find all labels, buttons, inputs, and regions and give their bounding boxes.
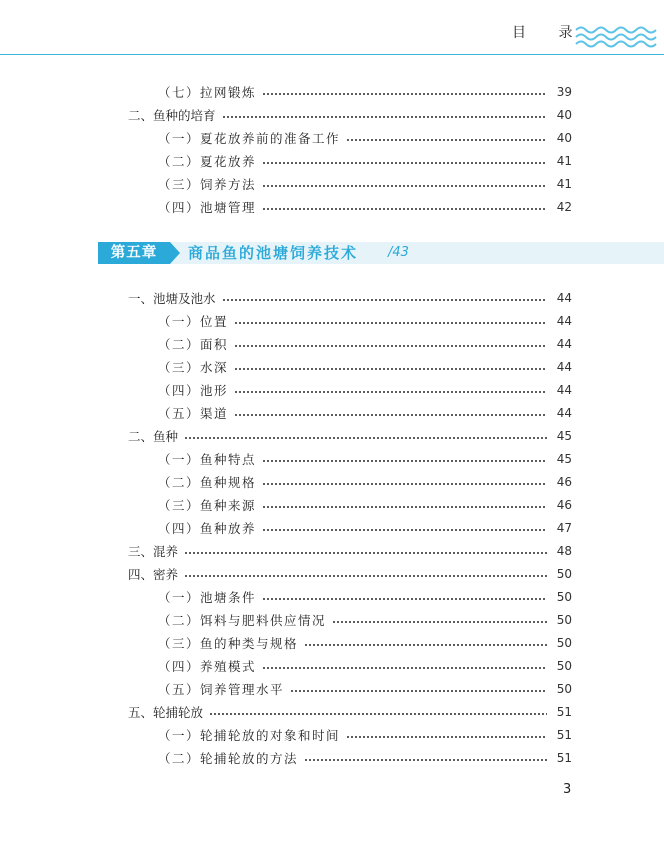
dot-leader [332, 621, 547, 623]
toc-entry-page: 41 [556, 177, 572, 191]
toc-entry-label: （一）位置 [158, 314, 229, 329]
toc-entry-label: （三）饲养方法 [158, 177, 257, 192]
toc-entry-page: 50 [556, 590, 572, 604]
toc-entry-page: 44 [556, 383, 572, 397]
dot-leader [234, 322, 547, 324]
toc-entry-label: （三）水深 [158, 360, 229, 375]
toc-entry-label: 二、鱼种的培育 [128, 108, 216, 123]
toc-section-entry[interactable] [0, 564, 664, 584]
toc-subsection-entry[interactable] [0, 403, 664, 423]
toc-entry-page: 46 [556, 498, 572, 512]
dot-leader [222, 116, 547, 118]
toc-entry-page: 44 [556, 406, 572, 420]
toc-entry-label: （二）鱼种规格 [158, 475, 257, 490]
toc-subsection-entry[interactable] [0, 679, 664, 699]
toc-entry-label: （二）面积 [158, 337, 229, 352]
dot-leader [262, 93, 547, 95]
dot-leader [346, 736, 547, 738]
toc-entry-label: （一）鱼种特点 [158, 452, 257, 467]
toc-entry-page: 50 [556, 636, 572, 650]
toc-entry-label: （三）鱼种来源 [158, 498, 257, 513]
dot-leader [234, 368, 547, 370]
toc-subsection-entry[interactable] [0, 82, 664, 102]
dot-leader [304, 759, 547, 761]
dot-leader [184, 552, 547, 554]
toc-entry-label: （二）夏花放养 [158, 154, 257, 169]
toc-subsection-entry[interactable] [0, 197, 664, 217]
toc-entry-label: （四）鱼种放养 [158, 521, 257, 536]
toc-entry-label: 四、密养 [128, 567, 179, 582]
chapter-page: /43 [388, 245, 409, 260]
toc-entry-page: 45 [556, 429, 572, 443]
dot-leader [262, 529, 547, 531]
toc-entry-label: （七）拉网锻炼 [158, 85, 257, 100]
toc-entry-label: 三、混养 [128, 544, 179, 559]
dot-leader [262, 162, 547, 164]
toc-subsection-entry[interactable] [0, 633, 664, 653]
wave-decoration-icon [574, 22, 662, 54]
chapter-heading[interactable] [98, 242, 664, 264]
toc-subsection-entry[interactable] [0, 449, 664, 469]
toc-entry-label: （一）夏花放养前的准备工作 [158, 131, 341, 146]
dot-leader [222, 299, 547, 301]
toc-subsection-entry[interactable] [0, 311, 664, 331]
toc-entry-page: 51 [556, 728, 572, 742]
toc-section-entry[interactable] [0, 288, 664, 308]
toc-subsection-entry[interactable] [0, 748, 664, 768]
toc-entry-label: 二、鱼种 [128, 429, 179, 444]
toc-entry-page: 50 [556, 682, 572, 696]
toc-entry-page: 40 [556, 131, 572, 145]
toc-subsection-entry[interactable] [0, 472, 664, 492]
dot-leader [262, 185, 547, 187]
page-number: 3 [563, 782, 572, 797]
toc-subsection-entry[interactable] [0, 656, 664, 676]
toc-entry-page: 48 [556, 544, 572, 558]
toc-entry-label: （四）养殖模式 [158, 659, 257, 674]
running-header-title: 目 录 [512, 25, 587, 41]
toc-entry-label: （四）池塘管理 [158, 200, 257, 215]
toc-section-entry[interactable] [0, 426, 664, 446]
dot-leader [290, 690, 547, 692]
chapter-bar-background [98, 242, 664, 264]
toc-subsection-entry[interactable] [0, 495, 664, 515]
toc-subsection-entry[interactable] [0, 380, 664, 400]
toc-entry-label: （五）渠道 [158, 406, 229, 421]
toc-entry-page: 51 [556, 705, 572, 719]
dot-leader [262, 208, 547, 210]
dot-leader [209, 713, 547, 715]
toc-section-entry[interactable] [0, 105, 664, 125]
toc-entry-page: 47 [556, 521, 572, 535]
dot-leader [262, 506, 547, 508]
toc-entry-page: 50 [556, 659, 572, 673]
dot-leader [184, 575, 547, 577]
toc-subsection-entry[interactable] [0, 151, 664, 171]
toc-subsection-entry[interactable] [0, 518, 664, 538]
toc-section-entry[interactable] [0, 541, 664, 561]
dot-leader [304, 644, 547, 646]
dot-leader [346, 139, 547, 141]
chapter-number: 第五章 [98, 242, 170, 264]
toc-entry-page: 42 [556, 200, 572, 214]
toc-subsection-entry[interactable] [0, 334, 664, 354]
toc-entry-page: 50 [556, 613, 572, 627]
toc-subsection-entry[interactable] [0, 357, 664, 377]
toc-entry-label: （二）轮捕轮放的方法 [158, 751, 299, 766]
toc-entry-page: 44 [556, 314, 572, 328]
toc-entry-label: （一）池塘条件 [158, 590, 257, 605]
dot-leader [184, 437, 547, 439]
dot-leader [262, 460, 547, 462]
chapter-tag-arrow [170, 242, 180, 264]
toc-entry-page: 44 [556, 291, 572, 305]
dot-leader [234, 414, 547, 416]
toc-entry-page: 39 [556, 85, 572, 99]
toc-entry-page: 44 [556, 360, 572, 374]
toc-entry-page: 51 [556, 751, 572, 765]
dot-leader [234, 345, 547, 347]
toc-subsection-entry[interactable] [0, 610, 664, 630]
header-rule [0, 54, 664, 55]
toc-entry-page: 50 [556, 567, 572, 581]
toc-entry-page: 46 [556, 475, 572, 489]
toc-subsection-entry[interactable] [0, 174, 664, 194]
dot-leader [262, 598, 547, 600]
dot-leader [262, 667, 547, 669]
toc-entry-page: 40 [556, 108, 572, 122]
toc-entry-page: 44 [556, 337, 572, 351]
toc-section-entry[interactable] [0, 702, 664, 722]
toc-entry-page: 41 [556, 154, 572, 168]
toc-entry-label: （四）池形 [158, 383, 229, 398]
chapter-title: 商品鱼的池塘饲养技术 [188, 244, 359, 262]
toc-entry-label: 五、轮捕轮放 [128, 705, 204, 720]
toc-entry-label: （二）饵料与肥料供应情况 [158, 613, 327, 628]
toc-entry-label: 一、池塘及池水 [128, 291, 216, 306]
toc-subsection-entry[interactable] [0, 725, 664, 745]
toc-entry-label: （一）轮捕轮放的对象和时间 [158, 728, 341, 743]
toc-entry-label: （三）鱼的种类与规格 [158, 636, 299, 651]
toc-entry-label: （五）饲养管理水平 [158, 682, 285, 697]
dot-leader [262, 483, 547, 485]
toc-subsection-entry[interactable] [0, 128, 664, 148]
dot-leader [234, 391, 547, 393]
toc-subsection-entry[interactable] [0, 587, 664, 607]
toc-entry-page: 45 [556, 452, 572, 466]
